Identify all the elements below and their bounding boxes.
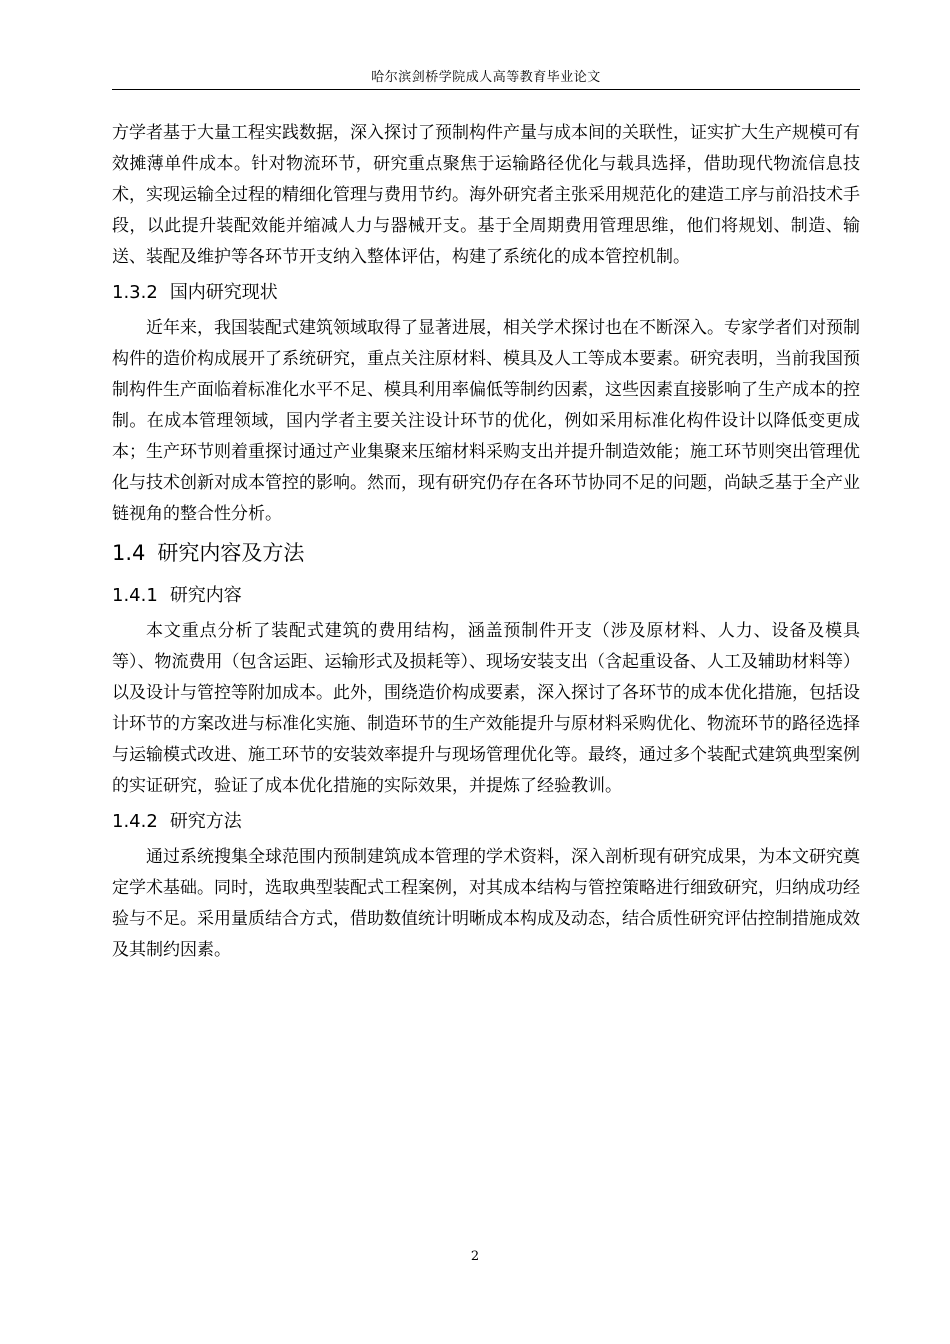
header-rule: [112, 89, 860, 90]
paragraph-domestic-research: 近年来，我国装配式建筑领域取得了显著进展，相关学术探讨也在不断深入。专家学者们对预制构件的造价构成展开了系统研究，重点关注原材料、模具及人工等成本要素。研究表明，当前我国预制构件生产面临着标准化水平不足、模具利用率偏低等制约因素，这些因素直接影响了生产成本的控制。在成本管理领域，国内学者主要关注设计环节的优化，例如采用标准化构件设计以降低变更成本；生产环节则着重探讨通过产业集聚来压缩材料采购支出并提升制造效能；施工环节则突出管理优化与技术创新对成本管控的影响。然而，现有研究仍存在各环节协同不足的问题，尚缺乏基于全产业链视角的整合性分析。: [112, 318, 860, 524]
heading-number: 1.4.2: [112, 811, 158, 832]
heading-1-4-2: [112, 802, 860, 842]
heading-1-4-1: [112, 576, 860, 616]
paragraph-research-content: 本文重点分析了装配式建筑的费用结构，涵盖预制件开支（涉及原材料、人力、设备及模具等）、物流费用（包含运距、运输形式及损耗等）、现场安装支出（含起重设备、人工及辅助材料等）以及设计与管控等附加成本。此外，围绕造价构成要素，深入探讨了各环节的成本优化措施，包括设计环节的方案改进与标准化实施、制造环节的生产效能提升与原材料采购优化、物流环节的路径选择与运输模式改进、施工环节的安装效率提升与现场管理优化等。最终，通过多个装配式建筑典型案例的实证研究，验证了成本优化措施的实际效果，并提炼了经验教训。: [112, 621, 860, 796]
main-body: [112, 118, 860, 966]
heading-title: 国内研究现状: [169, 282, 278, 303]
page-number: 2: [470, 1249, 480, 1264]
paragraph-foreign-research-continued: 方学者基于大量工程实践数据，深入探讨了预制构件产量与成本间的关联性，证实扩大生产规模可有效摊薄单件成本。针对物流环节，研究重点聚焦于运输路径优化与载具选择，借助现代物流信息技术，实现运输全过程的精细化管理与费用节约。海外研究者主张采用规范化的建造工序与前沿技术手段，以此提升装配效能并缩减人力与器械开支。基于全周期费用管理思维，他们将规划、制造、输送、装配及维护等各环节开支纳入整体评估，构建了系统化的成本管控机制。: [112, 123, 860, 267]
heading-title: 研究内容及方法: [157, 541, 305, 565]
heading-number: 1.3.2: [112, 282, 158, 303]
heading-title: 研究方法: [169, 811, 242, 832]
heading-title: 研究内容: [169, 585, 242, 606]
paragraph-research-methods: 通过系统搜集全球范围内预制建筑成本管理的学术资料，深入剖析现有研究成果，为本文研究奠定学术基础。同时，选取典型装配式工程案例，对其成本结构与管控策略进行细致研究，归纳成功经验与不足。采用量质结合方式，借助数值统计明晰成本构成及动态，结合质性研究评估控制措施成效及其制约因素。: [112, 847, 860, 960]
heading-1-3-2: [112, 273, 860, 313]
heading-number: 1.4: [112, 541, 146, 565]
heading-number: 1.4.1: [112, 585, 158, 606]
heading-1-4: [112, 530, 860, 576]
running-header: 哈尔滨剑桥学院成人高等教育毕业论文: [371, 70, 601, 85]
